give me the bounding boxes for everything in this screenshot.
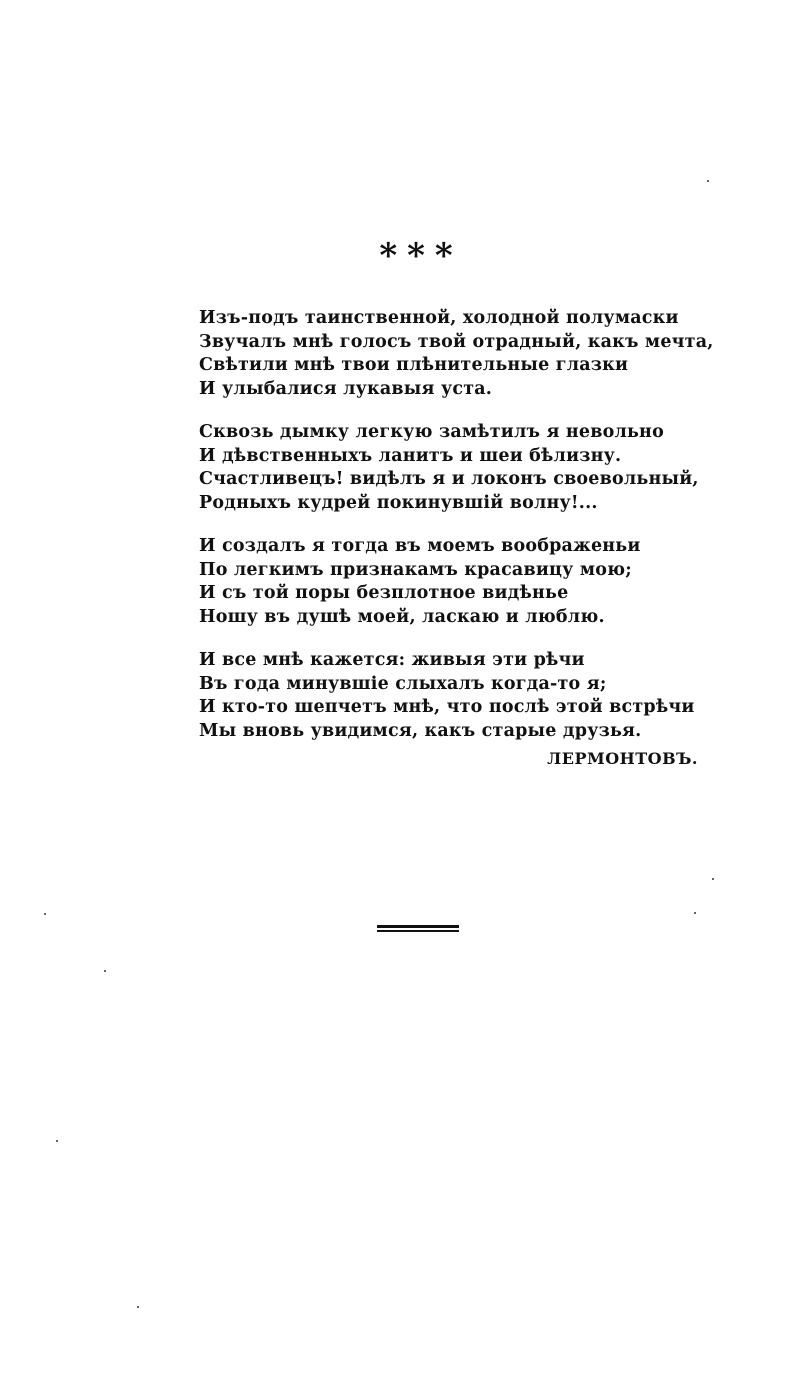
poem-body: [199, 307, 714, 763]
poem-line: Ношу въ душѣ моей, ласкаю и люблю.: [199, 606, 605, 627]
stanza: [199, 649, 695, 743]
divider-thin-bar: [377, 930, 459, 932]
stanza: [199, 307, 714, 401]
scan-speck: [707, 180, 709, 182]
poem-line: Родныхъ кудрей покинувшій волну!...: [199, 492, 598, 513]
scan-speck: [56, 1140, 58, 1142]
poem-line: И создалъ я тогда въ моемъ воображеньи: [199, 536, 641, 556]
scan-speck: [44, 913, 46, 915]
poem-line: Счастливецъ! видѣлъ я и локонъ своевольный,: [199, 469, 699, 489]
stanza: [199, 421, 699, 515]
poem-line: Звучалъ мнѣ голосъ твой отрадный, какъ мечта,: [199, 331, 714, 352]
section-divider: [377, 925, 459, 932]
poem-line: И съ той поры безплотное видѣнье: [199, 583, 569, 603]
poem-line: По легкимъ признакамъ красавицу мою;: [199, 559, 632, 580]
scan-speck: [137, 1306, 139, 1308]
poem-line: И все мнѣ кажется: живыя эти рѣчи: [199, 650, 585, 670]
poem-line: И кто-то шепчетъ мнѣ, что послѣ этой встрѣчи: [199, 697, 695, 717]
poem-line: Въ года минувшіе слыхалъ когда-то я;: [199, 673, 607, 694]
scan-speck: [694, 912, 696, 914]
poem-line: Мы вновь увидимся, какъ старые друзья.: [199, 720, 642, 741]
stanza: [199, 535, 679, 629]
scan-speck: [104, 970, 106, 972]
poem-line: Свѣтили мнѣ твои плѣнительные глазки: [199, 355, 629, 375]
section-asterism: ***: [379, 236, 463, 276]
scan-speck: [712, 878, 714, 880]
poem-line: Изъ-подъ таинственной, холодной полумаски: [199, 308, 679, 328]
poem-line: Сквозь дымку легкую замѣтилъ я невольно: [199, 422, 664, 442]
author-signature: ЛЕРМОНТОВЪ.: [547, 749, 698, 768]
poem-line: И улыбалися лукавыя уста.: [199, 378, 493, 399]
poem-line: И дѣвственныхъ ланитъ и шеи бѣлизну.: [199, 445, 622, 466]
